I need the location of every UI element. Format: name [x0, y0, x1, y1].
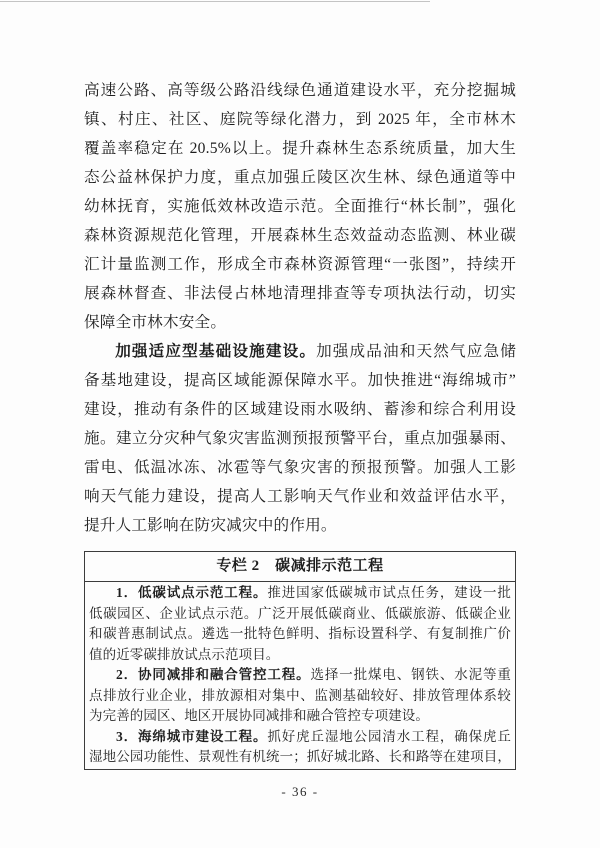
text-run: 提升人工影响在防灾减灾中的作用。 — [84, 517, 337, 534]
text-line — [89, 665, 511, 686]
text-run: 响天气能力建设，提高人工影响天气作业和效益评估水平， — [84, 488, 516, 505]
text-line — [84, 279, 516, 308]
text-line — [84, 308, 516, 337]
text-line — [84, 163, 516, 192]
text-run: 低碳园区、企业试点示范。广泛开展低碳商业、低碳旅游、低碳企业 — [89, 605, 511, 621]
text-run: 施。建立分灾种气象灾害监测预报预警平台，重点加强暴雨、 — [84, 430, 516, 447]
text-line — [89, 624, 511, 645]
paragraph-forest-quality — [84, 76, 516, 337]
paragraph-adaptive-infrastructure — [84, 337, 516, 540]
text-line — [84, 250, 516, 279]
text-line — [89, 747, 511, 768]
text-line — [84, 134, 516, 163]
text-run: 态公益林保护力度，重点加强丘陵区次生林、绿色通道等中 — [84, 169, 516, 186]
panel-carbon-reduction-projects — [84, 551, 516, 770]
text-line — [84, 453, 516, 482]
text-line — [84, 424, 516, 453]
text-line — [84, 482, 516, 511]
text-run: 和碳普惠制试点。遴选一批特色鲜明、指标设置科学、有复制推广价 — [89, 626, 511, 641]
page-content — [84, 76, 516, 770]
text-run: 选择一批煤电、钢铁、水泥等重 — [310, 667, 511, 682]
bold-text-run: 1．低碳试点示范工程。 — [116, 585, 268, 600]
text-line — [84, 105, 516, 134]
text-run: 高速公路、高等级公路沿线绿色通道建设水平，充分挖掘城 — [84, 82, 516, 99]
page-number: - 36 - — [281, 784, 319, 799]
text-run: 值的近零碳排放试点示范项目。 — [89, 646, 280, 662]
text-run: 为完善的园区、地区开展协同减排和融合管控专项建设。 — [89, 708, 429, 723]
text-run: 幼林抚育，实施低效林改造示范。全面推行“林长制”，强化 — [84, 198, 516, 215]
text-run: 覆盖率稳定在 20.5%以上。提升森林生态系统质量，加大生 — [84, 140, 516, 157]
text-line — [84, 511, 516, 540]
bold-text-run: 3．海绵城市建设工程。 — [116, 728, 268, 744]
text-line — [89, 706, 511, 727]
text-line — [89, 727, 511, 748]
text-line — [89, 686, 511, 707]
text-line — [84, 395, 516, 424]
text-line — [84, 337, 516, 366]
text-line — [89, 604, 511, 625]
text-line — [84, 76, 516, 105]
text-run: 备基地建设，提高区域能源保障水平。加快推进“海绵城市” — [84, 372, 516, 389]
text-run: 保障全市林木安全。 — [84, 314, 227, 331]
text-run: 镇、村庄、社区、庭院等绿化潜力，到 2025 年，全市林木 — [84, 111, 516, 128]
text-run: 湿地公园功能性、景观性有机统一；抓好城北路、长和路等在建项目， — [89, 749, 511, 764]
text-run: 汇计量监测工作，形成全市森林资源管理“一张图”，持续开 — [84, 256, 516, 273]
text-run: 加强成品油和天然气应急储 — [316, 343, 516, 360]
text-run: 推进国家低碳城市试点任务，建设一批 — [267, 585, 511, 600]
text-run: 点排放行业企业，排放源相对集中、监测基础较好、排放管理体系较 — [89, 687, 511, 703]
text-line — [84, 221, 516, 250]
bold-text-run: 加强适应型基础设施建设。 — [115, 343, 317, 360]
bold-text-run: 2．协同减排和融合管控工程。 — [116, 667, 311, 682]
text-run: 建设，推动有条件的区域建设雨水吸纳、蓄渗和综合利用设 — [84, 401, 516, 418]
text-run: 抓好虎丘湿地公园清水工程，确保虎丘 — [267, 728, 511, 744]
panel-body — [85, 582, 515, 769]
body-paragraphs — [84, 76, 516, 540]
text-run: 森林资源规范化管理，开展森林生态效益动态监测、林业碳 — [84, 227, 516, 244]
text-line — [84, 192, 516, 221]
scan-line-artifact — [0, 1, 430, 2]
text-line — [84, 366, 516, 395]
text-line — [89, 583, 511, 604]
text-run: 展森林督查、非法侵占林地清理排查等专项执法行动，切实 — [84, 285, 516, 302]
text-line — [89, 645, 511, 666]
panel-title: 专栏 2 碳减排示范工程 — [85, 552, 515, 582]
text-run: 雷电、低温冰冻、冰雹等气象灾害的预报预警。加强人工影 — [84, 459, 516, 476]
